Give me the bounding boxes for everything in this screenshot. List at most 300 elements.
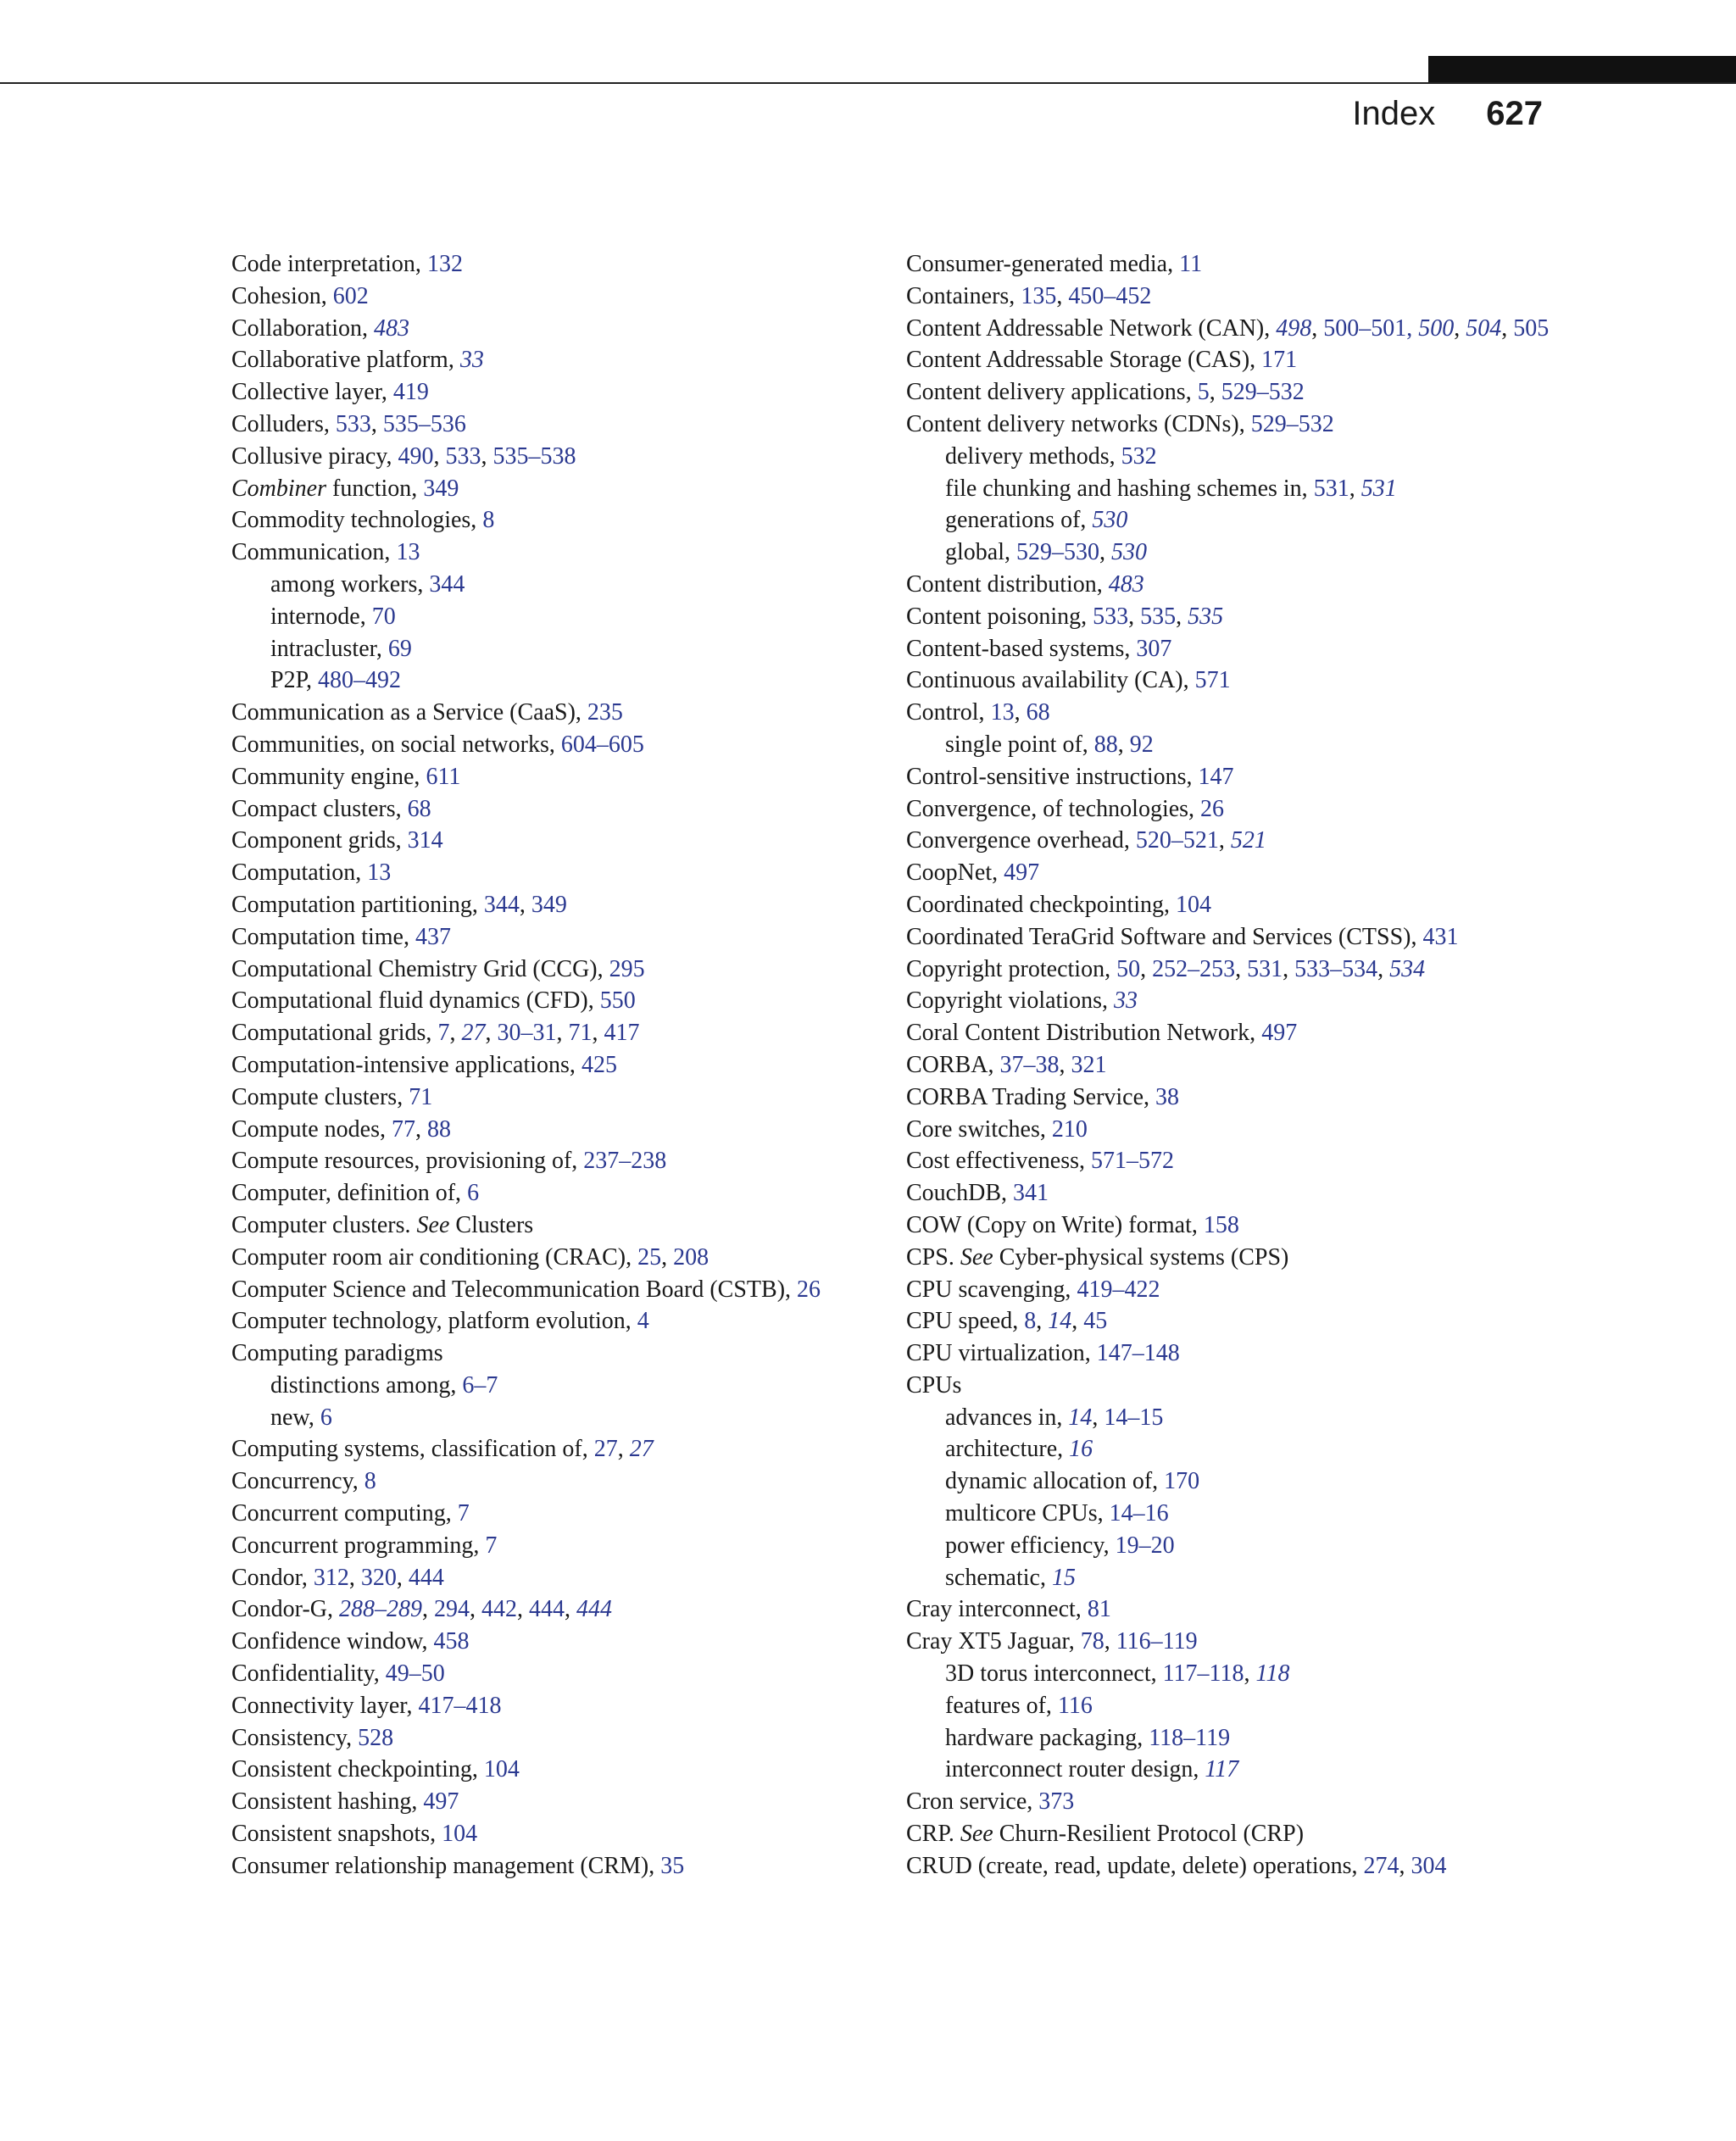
page-reference-link[interactable]: 6–7	[462, 1371, 498, 1399]
index-entry	[906, 281, 1584, 313]
entry-text: Consumer-generated media,	[906, 251, 1180, 277]
entry-text: ,	[449, 1020, 462, 1047]
page-reference-link[interactable]: 520–521	[1135, 827, 1219, 854]
page-reference-link[interactable]: 14–15	[1104, 1404, 1164, 1431]
index-column-left	[231, 248, 859, 1882]
entry-text: Content distribution,	[906, 570, 1109, 598]
page-reference-link[interactable]: 314	[407, 827, 443, 854]
page-reference-link[interactable]: 13	[396, 539, 420, 566]
entry-text: Computer technology, platform evolution,	[231, 1308, 637, 1335]
entry-text: Churn-Resilient Protocol (CRP)	[993, 1821, 1305, 1848]
entry-text: multicore CPUs,	[945, 1500, 1110, 1527]
page-reference-link[interactable]: 15	[1051, 1564, 1076, 1591]
page-reference-link[interactable]: 535–538	[492, 442, 576, 470]
page-reference-link[interactable]: 33	[459, 347, 484, 374]
index-entry	[231, 1433, 859, 1465]
page-reference-link[interactable]: 14	[1068, 1404, 1093, 1431]
page-reference-link[interactable]: 33	[1114, 987, 1138, 1015]
page-reference-link[interactable]: 6	[320, 1404, 332, 1431]
entry-text: Cohesion,	[231, 282, 333, 309]
page-reference-link[interactable]: 210	[1051, 1115, 1088, 1143]
index-entry	[906, 1049, 1584, 1082]
page-reference-link[interactable]: 104	[442, 1821, 478, 1848]
entry-text: ,	[348, 1564, 361, 1591]
page-reference-link[interactable]: 417–418	[418, 1692, 502, 1719]
page-reference-link[interactable]: 135	[1021, 282, 1057, 309]
page-reference-link[interactable]: 69	[387, 635, 412, 662]
entry-text: Content Addressable Storage (CAS),	[906, 347, 1262, 374]
page-reference-link[interactable]: 307	[1136, 635, 1172, 662]
page-reference-link[interactable]: 26	[797, 1276, 821, 1303]
page-reference-link[interactable]: 531	[1247, 955, 1283, 982]
entry-text: Copyright violations,	[906, 987, 1114, 1015]
page-reference-link[interactable]: 117–118	[1162, 1660, 1244, 1688]
index-entry	[906, 921, 1584, 954]
index-entry	[906, 1082, 1584, 1114]
page-reference-link[interactable]: 27	[629, 1436, 654, 1463]
page-reference-link[interactable]: 30–31	[497, 1020, 557, 1047]
page-reference-link[interactable]: 535–536	[382, 410, 466, 437]
entry-text: CRUD (create, read, update, delete) operations,	[906, 1852, 1364, 1879]
page-reference-link[interactable]: 320	[360, 1564, 397, 1591]
page-reference-link[interactable]: 490	[398, 442, 434, 470]
entry-text: ,	[421, 1596, 434, 1623]
page-reference-link[interactable]: 533	[1093, 603, 1129, 630]
entry-text: features of,	[945, 1692, 1058, 1719]
entry-text: ,	[1104, 1628, 1116, 1655]
page-reference-link[interactable]: 235	[587, 699, 623, 726]
page-reference-link[interactable]: 531	[1313, 475, 1349, 502]
page-reference-link[interactable]: 604–605	[560, 731, 644, 758]
page-reference-link[interactable]: 252–253	[1152, 955, 1236, 982]
index-subentry	[231, 665, 859, 697]
entry-text: ,	[1071, 1308, 1084, 1335]
index-entry	[906, 857, 1584, 889]
page-reference-link[interactable]: 7	[457, 1500, 470, 1527]
page-reference-link[interactable]: 5	[1197, 379, 1210, 406]
page-reference-link[interactable]: 419	[392, 379, 429, 406]
page-reference-link[interactable]: 274	[1363, 1852, 1399, 1879]
index-entry	[906, 248, 1584, 281]
entry-text: new,	[270, 1404, 320, 1431]
index-entry	[906, 1210, 1584, 1242]
entry-text: Content delivery networks (CDNs),	[906, 410, 1251, 437]
page-reference-link[interactable]: 19–20	[1115, 1532, 1175, 1559]
entry-text: Content poisoning,	[906, 603, 1093, 630]
index-entry	[906, 954, 1584, 986]
page-reference-link[interactable]: 104	[1176, 891, 1212, 918]
entry-text: Concurrency,	[231, 1468, 364, 1495]
page-reference-link[interactable]: 118	[1255, 1660, 1290, 1688]
page-reference-link[interactable]: 444	[528, 1596, 565, 1623]
page-reference-link[interactable]: 71	[409, 1083, 433, 1110]
index-entry	[231, 1722, 859, 1755]
page-reference-link[interactable]: 312	[313, 1564, 349, 1591]
index-entry	[906, 1850, 1584, 1882]
entry-text: Content Addressable Network (CAN),	[906, 314, 1277, 342]
page-reference-link[interactable]: 611	[426, 763, 461, 790]
page-reference-link[interactable]: 14	[1048, 1308, 1072, 1335]
page-reference-link[interactable]: 27	[461, 1020, 486, 1047]
page-reference-link[interactable]: 417	[604, 1020, 640, 1047]
index-entry	[231, 473, 859, 505]
page-reference-link[interactable]: 11	[1179, 251, 1203, 277]
entry-text: CORBA,	[906, 1051, 1000, 1078]
page-reference-link[interactable]: 349	[423, 475, 459, 502]
page-reference-link[interactable]: 14–16	[1109, 1500, 1169, 1527]
page-reference-link[interactable]: 104	[483, 1756, 520, 1783]
running-header	[1352, 95, 1543, 141]
entry-text: ,	[1176, 603, 1188, 630]
index-entry	[231, 409, 859, 441]
entry-text: ,	[370, 410, 383, 437]
entry-text: 3D torus interconnect,	[945, 1660, 1163, 1688]
page-reference-link[interactable]: 530	[1092, 507, 1128, 534]
page-reference-link[interactable]: 304	[1410, 1852, 1447, 1879]
page-reference-link[interactable]: 295	[609, 955, 645, 982]
index-entry	[231, 313, 859, 345]
page-reference-link[interactable]: 49–50	[385, 1660, 445, 1688]
page-reference-link[interactable]: 8	[1024, 1308, 1037, 1335]
page-reference-link[interactable]: 158	[1203, 1211, 1239, 1238]
entry-text: Colluders,	[231, 410, 336, 437]
entry-text: Control-sensitive instructions,	[906, 763, 1199, 790]
page-reference-link[interactable]: 444	[576, 1596, 612, 1623]
index-subentry	[231, 633, 859, 665]
page-reference-link[interactable]: 50	[1116, 955, 1141, 982]
page-reference-link[interactable]: 171	[1261, 347, 1298, 374]
entry-text: Coordinated TeraGrid Software and Services (CTSS),	[906, 923, 1423, 950]
entry-text: Computational fluid dynamics (CFD),	[231, 987, 600, 1015]
entry-text: Compute resources, provisioning of,	[231, 1148, 584, 1175]
entry-text: Cron service,	[906, 1788, 1039, 1816]
page-reference-link[interactable]: 294	[433, 1596, 470, 1623]
index-entry	[231, 697, 859, 729]
index-entry	[906, 825, 1584, 857]
page-reference-link[interactable]: 237–238	[583, 1148, 667, 1175]
page-reference-link[interactable]: 132	[426, 251, 463, 277]
entry-text: P2P,	[270, 667, 319, 694]
page-reference-link[interactable]: 533–534	[1294, 955, 1378, 982]
index-entry	[906, 1370, 1584, 1402]
entry-text: ,	[1140, 955, 1153, 982]
entry-text: Consistent snapshots,	[231, 1821, 442, 1848]
entry-text: among workers,	[270, 570, 430, 598]
index-entry	[906, 1177, 1584, 1210]
page-reference-link[interactable]: 535	[1188, 603, 1224, 630]
index-entry	[231, 1337, 859, 1370]
entry-text: Communities, on social networks,	[231, 731, 561, 758]
page-reference-link[interactable]: 504	[1466, 314, 1502, 342]
page-reference-link[interactable]: 533	[335, 410, 371, 437]
index-entry	[906, 1274, 1584, 1306]
entry-text: Computer Science and Telecommunication Board (CSTB),	[231, 1276, 798, 1303]
page-reference-link[interactable]: 208	[673, 1243, 709, 1271]
page-reference-link[interactable]: 344	[483, 891, 520, 918]
entry-text: Coordinated checkpointing,	[906, 891, 1177, 918]
index-entry	[906, 1818, 1584, 1850]
page-reference-link[interactable]: 498	[1276, 314, 1312, 342]
page-reference-link[interactable]: 4	[637, 1308, 649, 1335]
entry-text: Consumer relationship management (CRM),	[231, 1852, 661, 1879]
entry-text: Computing systems, classification of,	[231, 1436, 594, 1463]
entry-text: Containers,	[906, 282, 1021, 309]
page-reference-link[interactable]: 88	[427, 1115, 451, 1143]
entry-text: Commodity technologies,	[231, 507, 483, 534]
index-entry	[231, 1850, 859, 1882]
entry-text: Code interpretation,	[231, 251, 427, 277]
entry-text: Consistent checkpointing,	[231, 1756, 484, 1783]
page-reference-link[interactable]: 26	[1200, 795, 1225, 822]
page-reference-link[interactable]: 8	[482, 507, 495, 534]
page-reference-link[interactable]: 147	[1198, 763, 1234, 790]
entry-text: ,	[1036, 1308, 1049, 1335]
page-reference-link[interactable]: 288–289	[338, 1596, 422, 1623]
page-reference-link[interactable]: 458	[433, 1628, 470, 1655]
page-reference-link[interactable]: 571	[1194, 667, 1231, 694]
entry-text: Connectivity layer,	[231, 1692, 419, 1719]
entry-text: architecture,	[945, 1436, 1070, 1463]
page-reference-link[interactable]: 571–572	[1090, 1148, 1174, 1175]
entry-text: ,	[1099, 539, 1111, 566]
page-reference-link[interactable]: 529–532	[1250, 410, 1334, 437]
page-reference-link[interactable]: 497	[1261, 1020, 1298, 1047]
entry-text: file chunking and hashing schemes in,	[945, 475, 1314, 502]
page-reference-link[interactable]: 170	[1164, 1468, 1200, 1495]
index-entry	[906, 1242, 1584, 1274]
page-reference-link[interactable]: 27	[593, 1436, 618, 1463]
entry-text: advances in,	[945, 1404, 1069, 1431]
entry-text: Compute nodes,	[231, 1115, 392, 1143]
index-subentry	[906, 1433, 1584, 1465]
page-reference-link[interactable]: 497	[423, 1788, 459, 1816]
entry-text: Computation,	[231, 859, 368, 887]
page-reference-link[interactable]: 68	[407, 795, 431, 822]
index-entry	[231, 1145, 859, 1177]
page-reference-link[interactable]: 71	[568, 1020, 593, 1047]
index-entry	[231, 1754, 859, 1786]
page-reference-link[interactable]: 500	[1418, 314, 1455, 342]
entry-text: Coral Content Distribution Network,	[906, 1020, 1262, 1047]
page-reference-link[interactable]: 70	[371, 603, 396, 630]
index-subentry	[906, 1722, 1584, 1755]
entry-text: ,	[469, 1596, 481, 1623]
entry-text: Cyber-physical systems (CPS)	[993, 1243, 1289, 1271]
entry-text: See	[960, 1243, 993, 1271]
page-reference-link[interactable]: 530	[1111, 539, 1147, 566]
page-reference-link[interactable]: 497	[1004, 859, 1040, 887]
index-entry	[906, 1626, 1584, 1658]
page-reference-link[interactable]: 419–422	[1077, 1276, 1160, 1303]
page-reference-link[interactable]: 78	[1080, 1628, 1104, 1655]
entry-text: Computer, definition of,	[231, 1180, 468, 1207]
page-reference-link[interactable]: 483	[1108, 570, 1144, 598]
page-reference-link[interactable]: 37–38	[999, 1051, 1060, 1078]
page-reference-link[interactable]: 534	[1389, 955, 1426, 982]
page-reference-link[interactable]: 442	[481, 1596, 517, 1623]
page-reference-link[interactable]: 529–530	[1016, 539, 1099, 566]
entry-text: CORBA Trading Service,	[906, 1083, 1156, 1110]
page-reference-link[interactable]: 528	[358, 1724, 394, 1751]
index-entry	[906, 793, 1584, 826]
page-reference-link[interactable]: 500–501,	[1323, 314, 1413, 342]
page-reference-link[interactable]: 521	[1230, 827, 1266, 854]
entry-text: ,	[1283, 955, 1295, 982]
page-reference-link[interactable]: 81	[1087, 1596, 1111, 1623]
page-reference-link[interactable]: 8	[364, 1468, 376, 1495]
entry-text: single point of,	[945, 731, 1094, 758]
entry-text: Computation partitioning,	[231, 891, 484, 918]
page-reference-link[interactable]: 535	[1140, 603, 1177, 630]
entry-text: global,	[945, 539, 1016, 566]
entry-text: ,	[1059, 1051, 1071, 1078]
page-reference-link[interactable]: 116	[1057, 1692, 1093, 1719]
index-entry	[906, 1305, 1584, 1337]
index-entry	[231, 1017, 859, 1049]
entry-text: Community engine,	[231, 763, 426, 790]
entry-text: Computational Chemistry Grid (CCG),	[231, 955, 609, 982]
entry-text: Confidence window,	[231, 1628, 434, 1655]
index-entry	[231, 1049, 859, 1082]
page-reference-link[interactable]: 88	[1093, 731, 1118, 758]
index-entry	[231, 504, 859, 537]
entry-text: ,	[661, 1243, 674, 1271]
entry-text: CouchDB,	[906, 1180, 1013, 1207]
page-reference-link[interactable]: 437	[415, 923, 451, 950]
page-reference-link[interactable]: 531	[1360, 475, 1397, 502]
index-entry	[231, 1274, 859, 1306]
page-reference-link[interactable]: 92	[1129, 731, 1154, 758]
entry-text: Convergence, of technologies,	[906, 795, 1201, 822]
entry-text: Collaborative platform,	[231, 347, 460, 374]
page-reference-link[interactable]: 602	[332, 282, 369, 309]
entry-text: Component grids,	[231, 827, 408, 854]
entry-text: ,	[1311, 314, 1324, 342]
index-entry	[231, 537, 859, 569]
header-rule	[0, 82, 1736, 84]
entry-text: Communication,	[231, 539, 397, 566]
page-reference-link[interactable]: 321	[1071, 1051, 1107, 1078]
entry-text: Computer clusters.	[231, 1211, 417, 1238]
page-reference-link[interactable]: 425	[581, 1051, 617, 1078]
entry-text: ,	[1128, 603, 1141, 630]
page-reference-link[interactable]: 373	[1038, 1788, 1075, 1816]
entry-text: ,	[1092, 1404, 1104, 1431]
index-entry	[906, 344, 1584, 376]
entry-text: ,	[1377, 955, 1390, 982]
entry-text: hardware packaging,	[945, 1724, 1149, 1751]
index-entry	[231, 1465, 859, 1498]
entry-text: ,	[1454, 314, 1466, 342]
page-reference-link[interactable]: 35	[660, 1852, 685, 1879]
entry-text: Condor,	[231, 1564, 314, 1591]
entry-text: CPUs	[906, 1371, 962, 1399]
entry-text: ,	[556, 1020, 569, 1047]
page-reference-link[interactable]: 341	[1013, 1180, 1049, 1207]
page-reference-link[interactable]: 13	[367, 859, 392, 887]
entry-text: Cost effectiveness,	[906, 1148, 1091, 1175]
page-reference-link[interactable]: 533	[445, 442, 481, 470]
entry-text: Clusters	[449, 1211, 534, 1238]
index-entry	[906, 1786, 1584, 1818]
page-reference-link[interactable]: 532	[1121, 442, 1157, 470]
page-reference-link[interactable]: 505	[1513, 314, 1550, 342]
index-subentry	[231, 601, 859, 633]
index-subentry	[906, 1498, 1584, 1530]
entry-text: Consistent hashing,	[231, 1788, 424, 1816]
entry-text: intracluster,	[270, 635, 388, 662]
entry-text: Combiner	[231, 475, 326, 502]
index-entry	[906, 376, 1584, 409]
index-entry	[231, 825, 859, 857]
page-reference-link[interactable]: 7	[437, 1020, 450, 1047]
page-reference-link[interactable]: 480–492	[318, 667, 402, 694]
page-reference-link[interactable]: 483	[373, 314, 409, 342]
page-reference-link[interactable]: 529–532	[1221, 379, 1305, 406]
page-reference-link[interactable]: 77	[392, 1115, 415, 1143]
page-reference-link[interactable]: 431	[1422, 923, 1459, 950]
page-reference-link[interactable]: 117	[1205, 1756, 1239, 1783]
entry-text: ,	[433, 442, 446, 470]
entry-text: COW (Copy on Write) format,	[906, 1211, 1204, 1238]
index-entry	[906, 1114, 1584, 1146]
entry-text: function,	[326, 475, 424, 502]
header-tab-bar	[1428, 56, 1736, 84]
section-title: Index	[1352, 95, 1436, 132]
page-reference-link[interactable]: 25	[637, 1243, 662, 1271]
page-reference-link[interactable]: 116–119	[1116, 1628, 1198, 1655]
entry-text: ,	[1399, 1852, 1411, 1879]
entry-text: ,	[1056, 282, 1069, 309]
index-entry	[231, 921, 859, 954]
index-entry	[231, 1210, 859, 1242]
page-reference-link[interactable]: 7	[485, 1532, 498, 1559]
page-reference-link[interactable]: 45	[1083, 1308, 1108, 1335]
entry-text: Computer room air conditioning (CRAC),	[231, 1243, 638, 1271]
index-entry	[231, 1818, 859, 1850]
entry-text: ,	[1014, 699, 1027, 726]
index-entry	[906, 761, 1584, 793]
page-reference-link[interactable]: 450–452	[1068, 282, 1152, 309]
page-reference-link[interactable]: 550	[599, 987, 636, 1015]
entry-text: ,	[1501, 314, 1514, 342]
index-subentry	[231, 569, 859, 601]
entry-text: Content-based systems,	[906, 635, 1137, 662]
index-entry	[231, 1786, 859, 1818]
page-reference-link[interactable]: 13	[990, 699, 1015, 726]
index-subentry	[906, 441, 1584, 473]
page-reference-link[interactable]: 6	[467, 1180, 480, 1207]
index-entry	[906, 665, 1584, 697]
page-reference-link[interactable]: 68	[1026, 699, 1050, 726]
index-subentry	[906, 1465, 1584, 1498]
index-entry	[906, 1593, 1584, 1626]
entry-text: Confidentiality,	[231, 1660, 386, 1688]
page-reference-link[interactable]: 349	[531, 891, 567, 918]
page-reference-link[interactable]: 16	[1069, 1436, 1093, 1463]
entry-text: ,	[519, 891, 531, 918]
index-subentry	[231, 1402, 859, 1434]
index-entry	[231, 1114, 859, 1146]
page-reference-link[interactable]: 118–119	[1149, 1724, 1231, 1751]
page-reference-link[interactable]: 147–148	[1096, 1340, 1180, 1367]
index-entry	[231, 344, 859, 376]
page-reference-link[interactable]: 344	[429, 570, 465, 598]
index-entry	[231, 793, 859, 826]
page-reference-link[interactable]: 38	[1155, 1083, 1180, 1110]
page-reference-link[interactable]: 444	[408, 1564, 444, 1591]
entry-text: Computation time,	[231, 923, 415, 950]
